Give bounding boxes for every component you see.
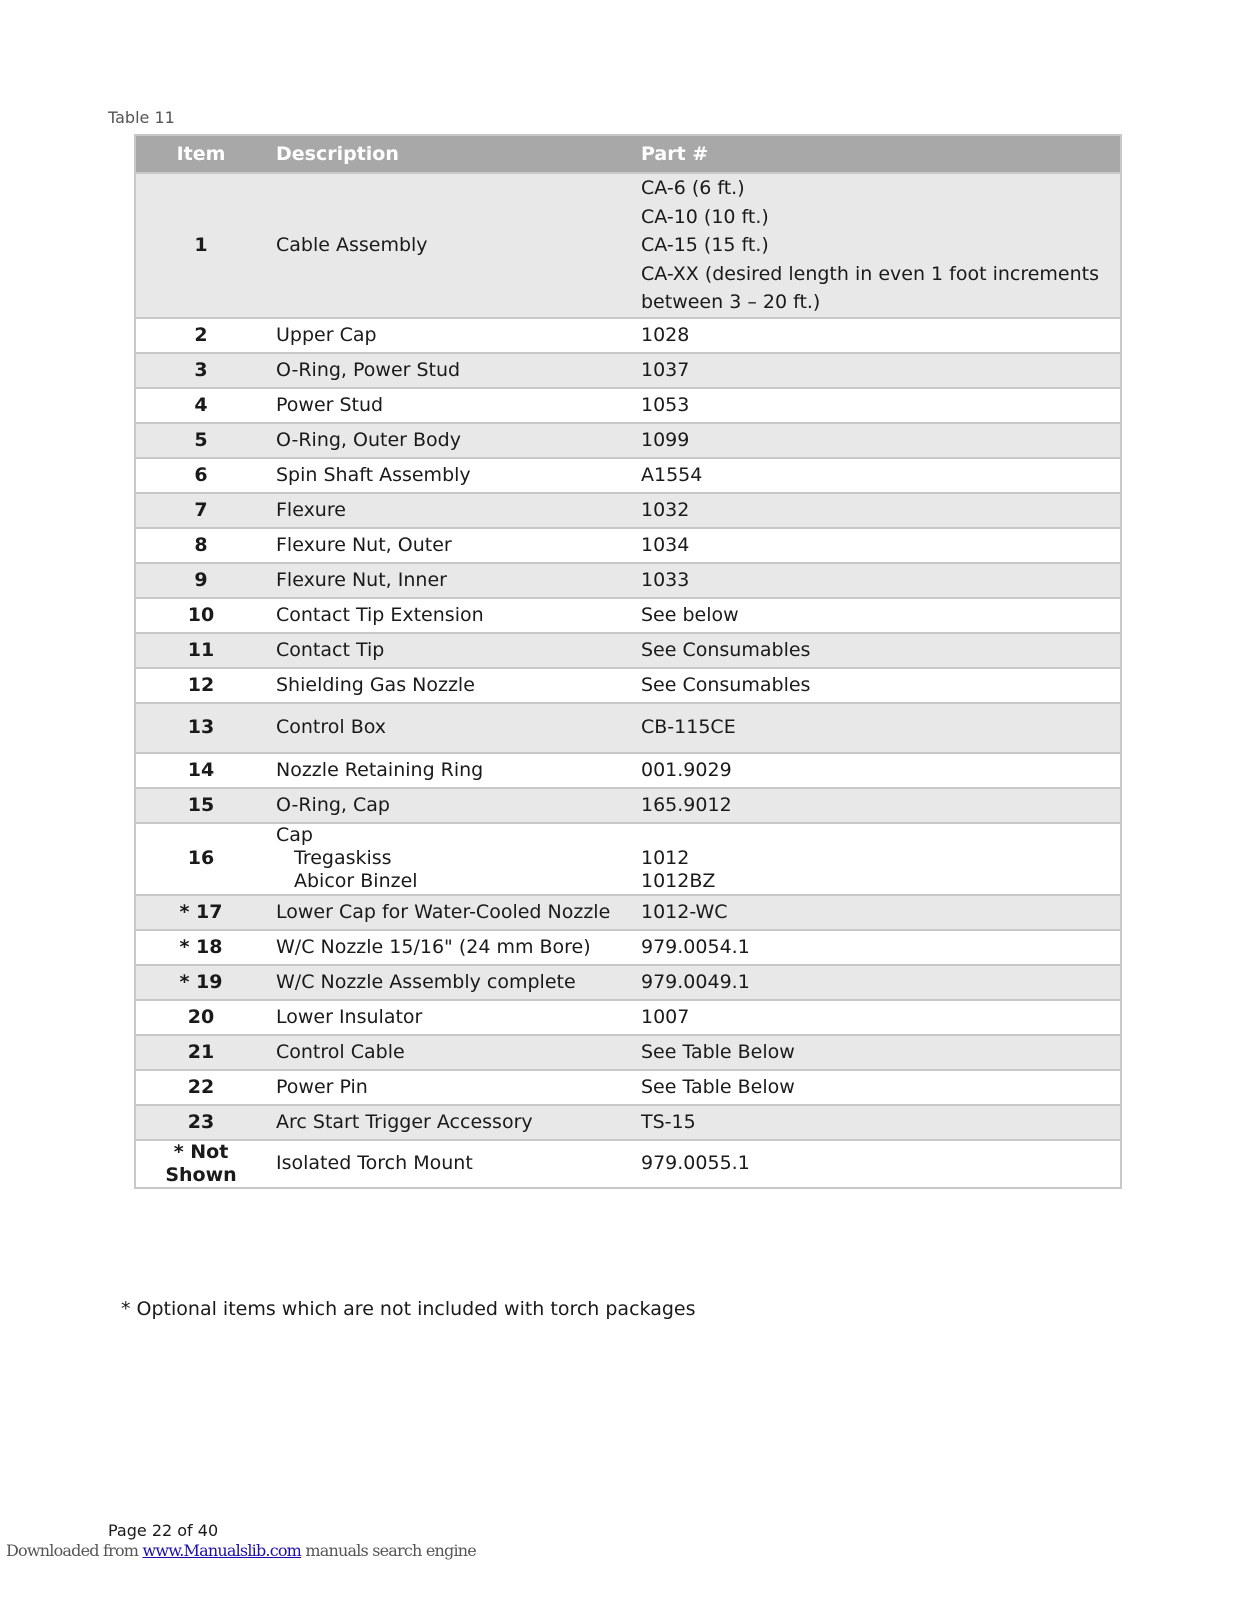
item-description: Power Stud xyxy=(266,388,631,423)
table-row xyxy=(135,1070,1121,1105)
item-number: 14 xyxy=(135,753,266,788)
item-description: Cable Assembly xyxy=(266,173,631,318)
item-number: * 17 xyxy=(135,895,266,930)
part-number: 1099 xyxy=(631,423,1121,458)
item-description: Flexure Nut, Outer xyxy=(266,528,631,563)
table-row xyxy=(135,823,1121,895)
item-number: 21 xyxy=(135,1035,266,1070)
item-description: Isolated Torch Mount xyxy=(266,1140,631,1188)
item-number: 20 xyxy=(135,1000,266,1035)
table-row xyxy=(135,563,1121,598)
item-description: O-Ring, Outer Body xyxy=(266,423,631,458)
item-description: Flexure xyxy=(266,493,631,528)
part-number: 1012-WC xyxy=(631,895,1121,930)
item-number: 10 xyxy=(135,598,266,633)
table-row xyxy=(135,173,1121,318)
item-number: 7 xyxy=(135,493,266,528)
part-number: See Table Below xyxy=(631,1070,1121,1105)
item-description: Lower Cap for Water-Cooled Nozzle xyxy=(266,895,631,930)
part-line: CA-10 (10 ft.) xyxy=(641,205,769,228)
part-line: 1012BZ xyxy=(641,870,716,892)
item-description: W/C Nozzle Assembly complete xyxy=(266,965,631,1000)
part-line: CA-6 (6 ft.) xyxy=(641,177,745,199)
item-description: Arc Start Trigger Accessory xyxy=(266,1105,631,1140)
item-description: Upper Cap xyxy=(266,318,631,353)
item-line: * Not xyxy=(173,1140,229,1163)
item-description: W/C Nozzle 15/16" (24 mm Bore) xyxy=(266,930,631,965)
item-description: O-Ring, Power Stud xyxy=(266,353,631,388)
part-spacer xyxy=(641,824,1110,847)
table-row xyxy=(135,788,1121,823)
item-number: 1 xyxy=(135,173,266,318)
item-number: 16 xyxy=(135,823,266,895)
table-row xyxy=(135,458,1121,493)
item-number xyxy=(135,1140,266,1188)
part-line: CA-XX (desired length in even 1 foot increments between 3 – 20 ft.) xyxy=(641,262,1100,313)
part-number: 1034 xyxy=(631,528,1121,563)
table-row xyxy=(135,388,1121,423)
item-description: Contact Tip Extension xyxy=(266,598,631,633)
item-number: 23 xyxy=(135,1105,266,1140)
item-line: Shown xyxy=(165,1163,237,1186)
table-row xyxy=(135,633,1121,668)
part-number: 001.9029 xyxy=(631,753,1121,788)
page-number: Page 22 of 40 xyxy=(108,1521,219,1540)
part-number: See Consumables xyxy=(631,668,1121,703)
part-number xyxy=(631,173,1121,318)
part-number: 979.0049.1 xyxy=(631,965,1121,1000)
item-number: 9 xyxy=(135,563,266,598)
item-number: 2 xyxy=(135,318,266,353)
table-row xyxy=(135,423,1121,458)
item-description: O-Ring, Cap xyxy=(266,788,631,823)
item-number: 4 xyxy=(135,388,266,423)
part-number: 1032 xyxy=(631,493,1121,528)
item-description: Nozzle Retaining Ring xyxy=(266,753,631,788)
item-number: 6 xyxy=(135,458,266,493)
item-description: Spin Shaft Assembly xyxy=(266,458,631,493)
item-description: Flexure Nut, Inner xyxy=(266,563,631,598)
footer-suffix: manuals search engine xyxy=(301,1541,476,1560)
part-line: 1012 xyxy=(641,847,690,869)
part-number: TS-15 xyxy=(631,1105,1121,1140)
table-row xyxy=(135,753,1121,788)
item-description: Control Cable xyxy=(266,1035,631,1070)
item-number: 12 xyxy=(135,668,266,703)
part-number: 1007 xyxy=(631,1000,1121,1035)
download-footer xyxy=(6,1541,476,1560)
table-header-row xyxy=(135,135,1121,173)
item-number: 13 xyxy=(135,703,266,753)
part-number: 165.9012 xyxy=(631,788,1121,823)
item-number: 3 xyxy=(135,353,266,388)
item-number: 22 xyxy=(135,1070,266,1105)
item-description: Power Pin xyxy=(266,1070,631,1105)
part-number: See Table Below xyxy=(631,1035,1121,1070)
table-row xyxy=(135,965,1121,1000)
table-row xyxy=(135,493,1121,528)
table-row xyxy=(135,1035,1121,1070)
item-number: 8 xyxy=(135,528,266,563)
item-description: Control Box xyxy=(266,703,631,753)
part-number: 979.0054.1 xyxy=(631,930,1121,965)
part-number: A1554 xyxy=(631,458,1121,493)
description-sub-line: Abicor Binzel xyxy=(294,870,418,892)
item-description: Shielding Gas Nozzle xyxy=(266,668,631,703)
parts-table xyxy=(134,134,1122,1189)
table-row xyxy=(135,528,1121,563)
item-description xyxy=(266,823,631,895)
part-number: 1028 xyxy=(631,318,1121,353)
table-row xyxy=(135,668,1121,703)
table-row xyxy=(135,1105,1121,1140)
table-row xyxy=(135,598,1121,633)
part-number: 1037 xyxy=(631,353,1121,388)
table-row xyxy=(135,1000,1121,1035)
manualslib-link[interactable]: www.Manualslib.com xyxy=(142,1541,302,1560)
table-row xyxy=(135,353,1121,388)
optional-items-note: * Optional items which are not included with torch packages xyxy=(121,1298,696,1320)
item-number: * 19 xyxy=(135,965,266,1000)
item-description: Contact Tip xyxy=(266,633,631,668)
item-number: * 18 xyxy=(135,930,266,965)
part-number: See Consumables xyxy=(631,633,1121,668)
part-number: 1033 xyxy=(631,563,1121,598)
table-row xyxy=(135,895,1121,930)
item-number: 5 xyxy=(135,423,266,458)
item-description: Lower Insulator xyxy=(266,1000,631,1035)
part-number: See below xyxy=(631,598,1121,633)
table-row xyxy=(135,318,1121,353)
header-item: Item xyxy=(135,135,266,173)
table-row xyxy=(135,1140,1121,1188)
header-description: Description xyxy=(266,135,631,173)
part-number xyxy=(631,823,1121,895)
part-number: 1053 xyxy=(631,388,1121,423)
footer-prefix: Downloaded from xyxy=(6,1541,143,1560)
description-line: Cap xyxy=(276,824,313,846)
item-number: 11 xyxy=(135,633,266,668)
part-number: CB-115CE xyxy=(631,703,1121,753)
table-caption: Table 11 xyxy=(108,108,175,127)
table-row xyxy=(135,930,1121,965)
header-part: Part # xyxy=(631,135,1121,173)
description-sub-line: Tregaskiss xyxy=(294,847,392,869)
part-line: CA-15 (15 ft.) xyxy=(641,234,769,256)
item-number: 15 xyxy=(135,788,266,823)
part-number: 979.0055.1 xyxy=(631,1140,1121,1188)
table-row xyxy=(135,703,1121,753)
